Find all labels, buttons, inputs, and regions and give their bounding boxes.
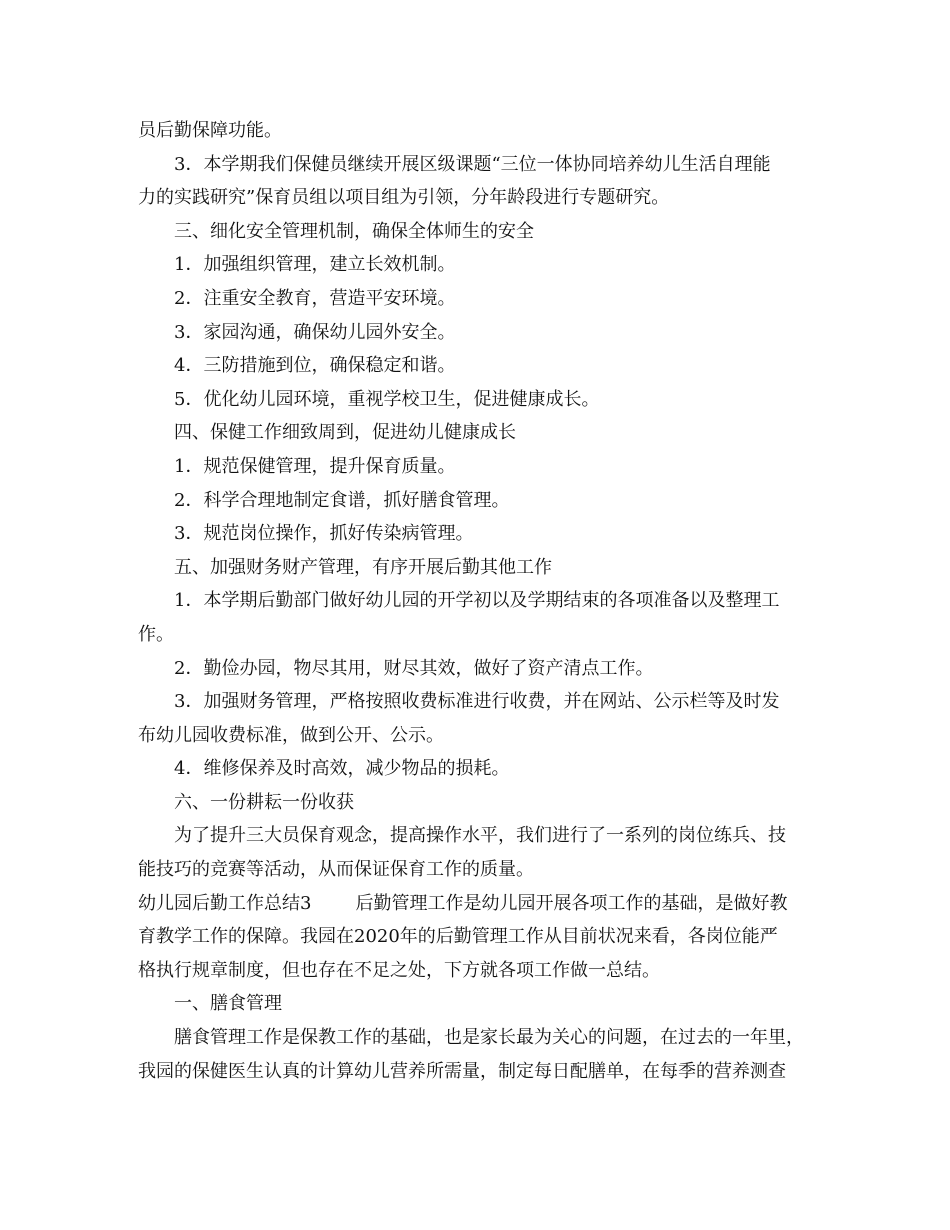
list-item: 4．维修保养及时高效，减少物品的损耗。 [174, 758, 510, 780]
text-line: 能技巧的竞赛等活动，从而保证保育工作的质量。 [138, 859, 534, 881]
section-title-line [138, 887, 818, 921]
text-line: 员后勤保障功能。 [138, 120, 282, 141]
section-heading: 一、膳食管理 [174, 993, 282, 1015]
list-item: 2．科学合理地制定食谱，抓好膳食管理。 [174, 489, 510, 511]
section-heading: 六、一份耕耘一份收获 [174, 791, 354, 813]
section-heading: 五、加强财务财产管理，有序开展后勤其他工作 [174, 556, 552, 578]
text-line: 格执行规章制度，但也存在不足之处，下方就各项工作做一总结。 [138, 959, 660, 981]
text-line: 布幼儿园收费标准，做到公开、公示。 [138, 724, 444, 746]
list-item: 3．加强财务管理，严格按照收费标准进行收费，并在网站、公示栏等及时发 [174, 691, 780, 713]
document-body [138, 114, 818, 1088]
section-title: 幼儿园后勤工作总结3 [138, 892, 312, 914]
list-item: 1．本学期后勤部门做好幼儿园的开学初以及学期结束的各项准备以及整理工 [174, 590, 780, 612]
text-line: 育教学工作的保障。我园在2020年的后勤管理工作从目前状况来看，各岗位能严 [138, 926, 778, 948]
paragraph-start: 后勤管理工作是幼儿园开展各项工作的基础，是做好教 [355, 892, 788, 914]
text-line: 3．本学期我们保健员继续开展区级课题“三位一体协同培养幼儿生活自理能 [174, 153, 771, 175]
list-item: 1．规范保健管理，提升保育质量。 [174, 455, 456, 477]
paragraph-line: 膳食管理工作是保教工作的基础，也是家长最为关心的问题，在过去的一年里， [174, 1027, 804, 1049]
text-line: 力的实践研究”保育员组以项目组为引领，分年龄段进行专题研究。 [138, 187, 670, 209]
section-heading: 三、细化安全管理机制，确保全体师生的安全 [174, 220, 534, 242]
list-item: 2．勤俭办园，物尽其用，财尽其效，做好了资产清点工作。 [174, 657, 654, 679]
text-line: 我园的保健医生认真的计算幼儿营养所需量，制定每日配膳单，在每季的营养测查 [138, 1060, 786, 1082]
list-item: 3．家园沟通，确保幼儿园外安全。 [174, 321, 456, 343]
paragraph-line: 为了提升三大员保育观念，提高操作水平，我们进行了一系列的岗位练兵、技 [174, 825, 786, 847]
list-item: 3．规范岗位操作，抓好传染病管理。 [174, 523, 474, 545]
list-item: 5．优化幼儿园环境，重视学校卫生，促进健康成长。 [174, 388, 600, 410]
list-item: 1．加强组织管理，建立长效机制。 [174, 254, 456, 276]
list-item: 4．三防措施到位，确保稳定和谐。 [174, 355, 456, 377]
text-line: 作。 [138, 623, 174, 645]
list-item: 2．注重安全教育，营造平安环境。 [174, 287, 456, 309]
section-heading: 四、保健工作细致周到，促进幼儿健康成长 [174, 422, 516, 444]
